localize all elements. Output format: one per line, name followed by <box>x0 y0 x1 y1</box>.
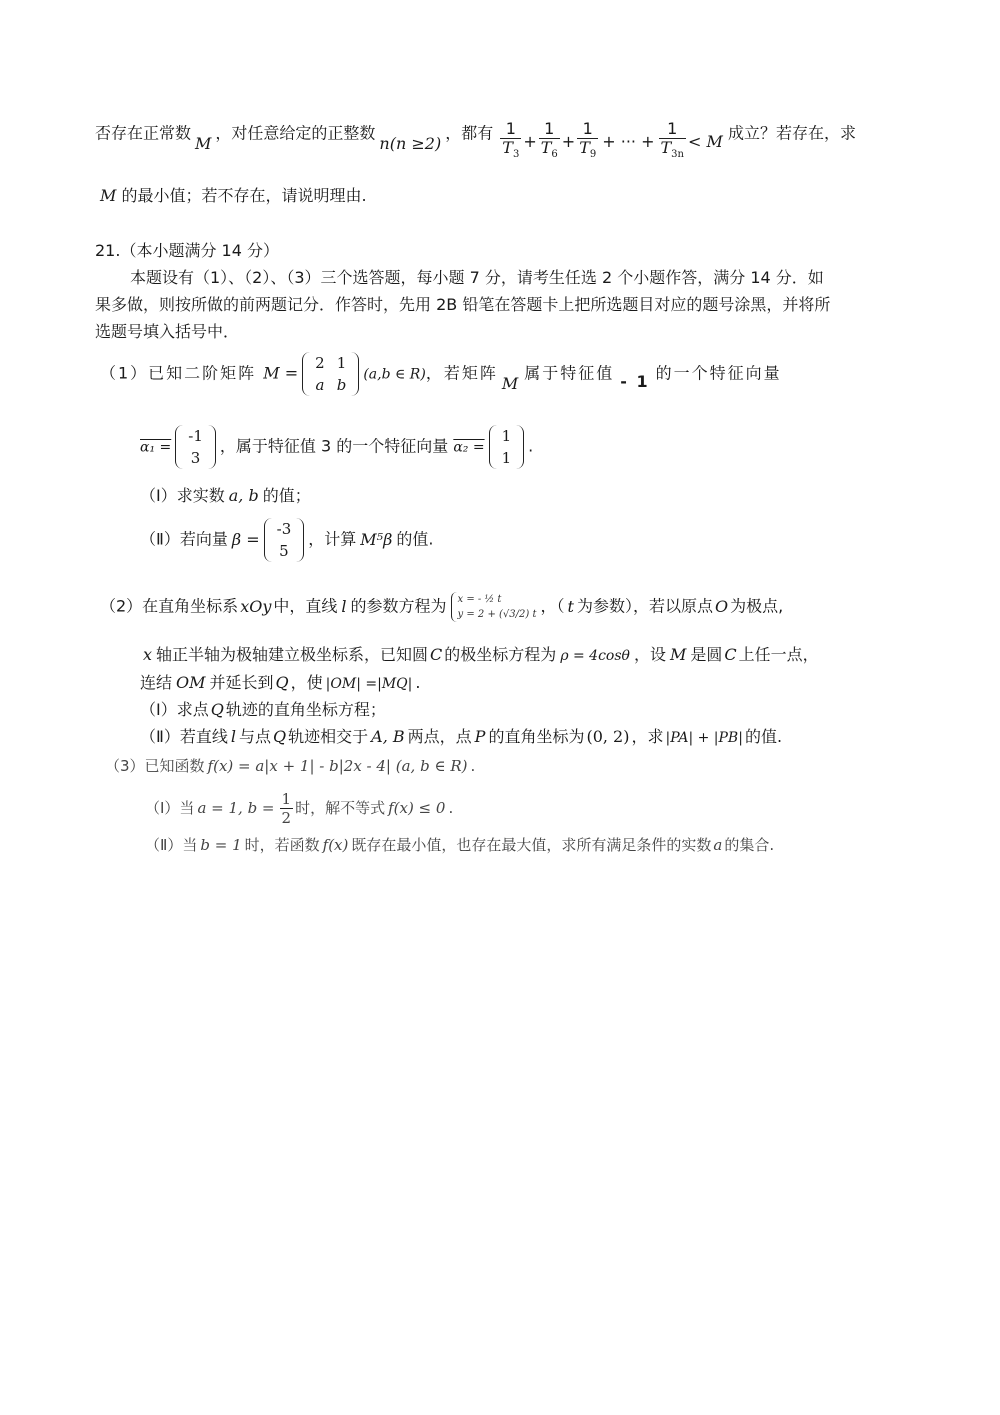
fraction-half: $\frac{1}{2}$ <box>281 790 292 827</box>
text: （Ⅱ）若向量 <box>140 529 228 549</box>
vars-ab: a, b <box>228 486 259 505</box>
s2-line3: 连结 OM 并延长到 Q ，使 |OM| =|MQ| . <box>140 673 421 692</box>
text: 成立？若存在，求 <box>727 123 856 143</box>
s3-line1: （3）已知函数 f(x) = a|x + 1| - b|2x - 4| (a, b ∈ R) . <box>105 757 476 775</box>
vector-alpha2-value: 1 1 <box>489 425 525 469</box>
fraction-T3n: $\frac{1}{T_{3n}}$ <box>660 119 684 161</box>
text: ，计算 <box>308 529 357 549</box>
sum-expression: $\frac{1}{T_3}$ + $\frac{1}{T_6}$ + $\frac{1}{T_9}$ + ··· + $\frac{1}{T_{3n}}$ < M <box>498 132 728 151</box>
s1-q2 <box>140 518 433 562</box>
parametric-equations: x = - ½ t y = 2 + (√3/2) t <box>451 592 537 622</box>
matrix-M: 2 1 a b <box>302 352 359 396</box>
s2-line1: （2）在直角坐标系 xOy 中，直线 l 的参数方程为 x = - ½ t y = 2 + (√3/2) t ，（ t 为参数），若以原点 O 为极点, <box>100 594 784 620</box>
text: （1）已知二阶矩阵 <box>100 363 257 383</box>
q21-intro-3: 选题号填入括号中． <box>95 322 240 341</box>
var-M: M <box>100 186 117 205</box>
polar-equation: ρ = 4cosθ <box>560 648 630 664</box>
s1-q1 <box>140 483 311 506</box>
var-M: M <box>501 373 521 393</box>
var-n: n(n ≥2) <box>379 133 442 153</box>
vector-alpha1: α₁ = <box>140 439 172 456</box>
s1-line1 <box>100 352 782 396</box>
text: 的最小值；若不存在，请说明理由. <box>121 186 367 205</box>
text: ，对任意给定的正整数 <box>215 123 376 143</box>
text: ，属于特征值 3 的一个特征向量 <box>219 436 449 456</box>
vector-beta: β = <box>231 529 260 549</box>
p20-line2 <box>100 183 367 206</box>
vector-beta-value: -3 5 <box>264 518 305 562</box>
p20-line1 <box>95 112 856 161</box>
var-M: M <box>195 133 212 153</box>
s2-line2: x 轴正半轴为极轴建立极坐标系，已知圆 C 的极坐标方程为 ρ = 4cosθ ，设 M 是圆 C 上任一点， <box>143 645 819 664</box>
s1-line2 <box>140 425 533 469</box>
function-definition: f(x) = a|x + 1| - b|2x - 4| (a, b ∈ R) <box>207 757 468 775</box>
text: . <box>528 436 534 456</box>
matrix-label: M = <box>263 363 299 383</box>
text: 否存在正常数 <box>95 123 192 143</box>
fraction-T3: $\frac{1}{T_3}$ <box>502 119 520 161</box>
s2-q1: （Ⅰ）求点 Q 轨迹的直角坐标方程； <box>140 700 386 719</box>
text: 的值； <box>262 486 311 505</box>
eigenvalue: - 1 <box>620 371 650 391</box>
vector-alpha1-value: -1 3 <box>175 425 216 469</box>
text: ，若矩阵 <box>425 363 498 383</box>
text: 属于特征值 <box>524 363 615 383</box>
s3-q1: （Ⅰ）当 a = 1, b = $\frac{1}{2}$ 时，解不等式 f(x) ≤ 0 . <box>145 790 454 827</box>
fraction-T6: $\frac{1}{T_6}$ <box>540 119 558 161</box>
text: 的一个特征向量 <box>655 363 782 383</box>
s3-q2: （Ⅱ）当 b = 1 时，若函数 f(x) 既存在最小值，也存在最大值，求所有满足条件的实数 a 的集合. <box>145 836 775 854</box>
q21-intro-2: 果多做，则按所做的前两题记分．作答时，先用 2B 铅笔在答题卡上把所选题目对应的题号涂黑，并将所 <box>95 295 831 314</box>
expr-M5beta: M⁵β <box>360 529 393 549</box>
q21-intro-1: 本题设有（1）、（2）、（3）三个选答题，每小题 7 分，请考生任选 2 个小题作答，满分 14 分．如 <box>130 268 824 287</box>
vector-alpha2: α₂ = <box>453 439 485 456</box>
s2-q2: （Ⅱ）若直线 l 与点 Q 轨迹相交于 A, B 两点，点 P 的直角坐标为 (0, 2) ，求 |PA| + |PB| 的值. <box>140 727 783 746</box>
matrix-condition: (a,b ∈ R) <box>363 366 426 383</box>
fraction-T9: $\frac{1}{T_9}$ <box>579 119 597 161</box>
q21-title: 21.（本小题满分 14 分） <box>95 241 279 260</box>
text: 的值. <box>396 529 434 549</box>
text: （Ⅰ）求实数 <box>140 486 225 505</box>
text: ，都有 <box>445 123 494 143</box>
